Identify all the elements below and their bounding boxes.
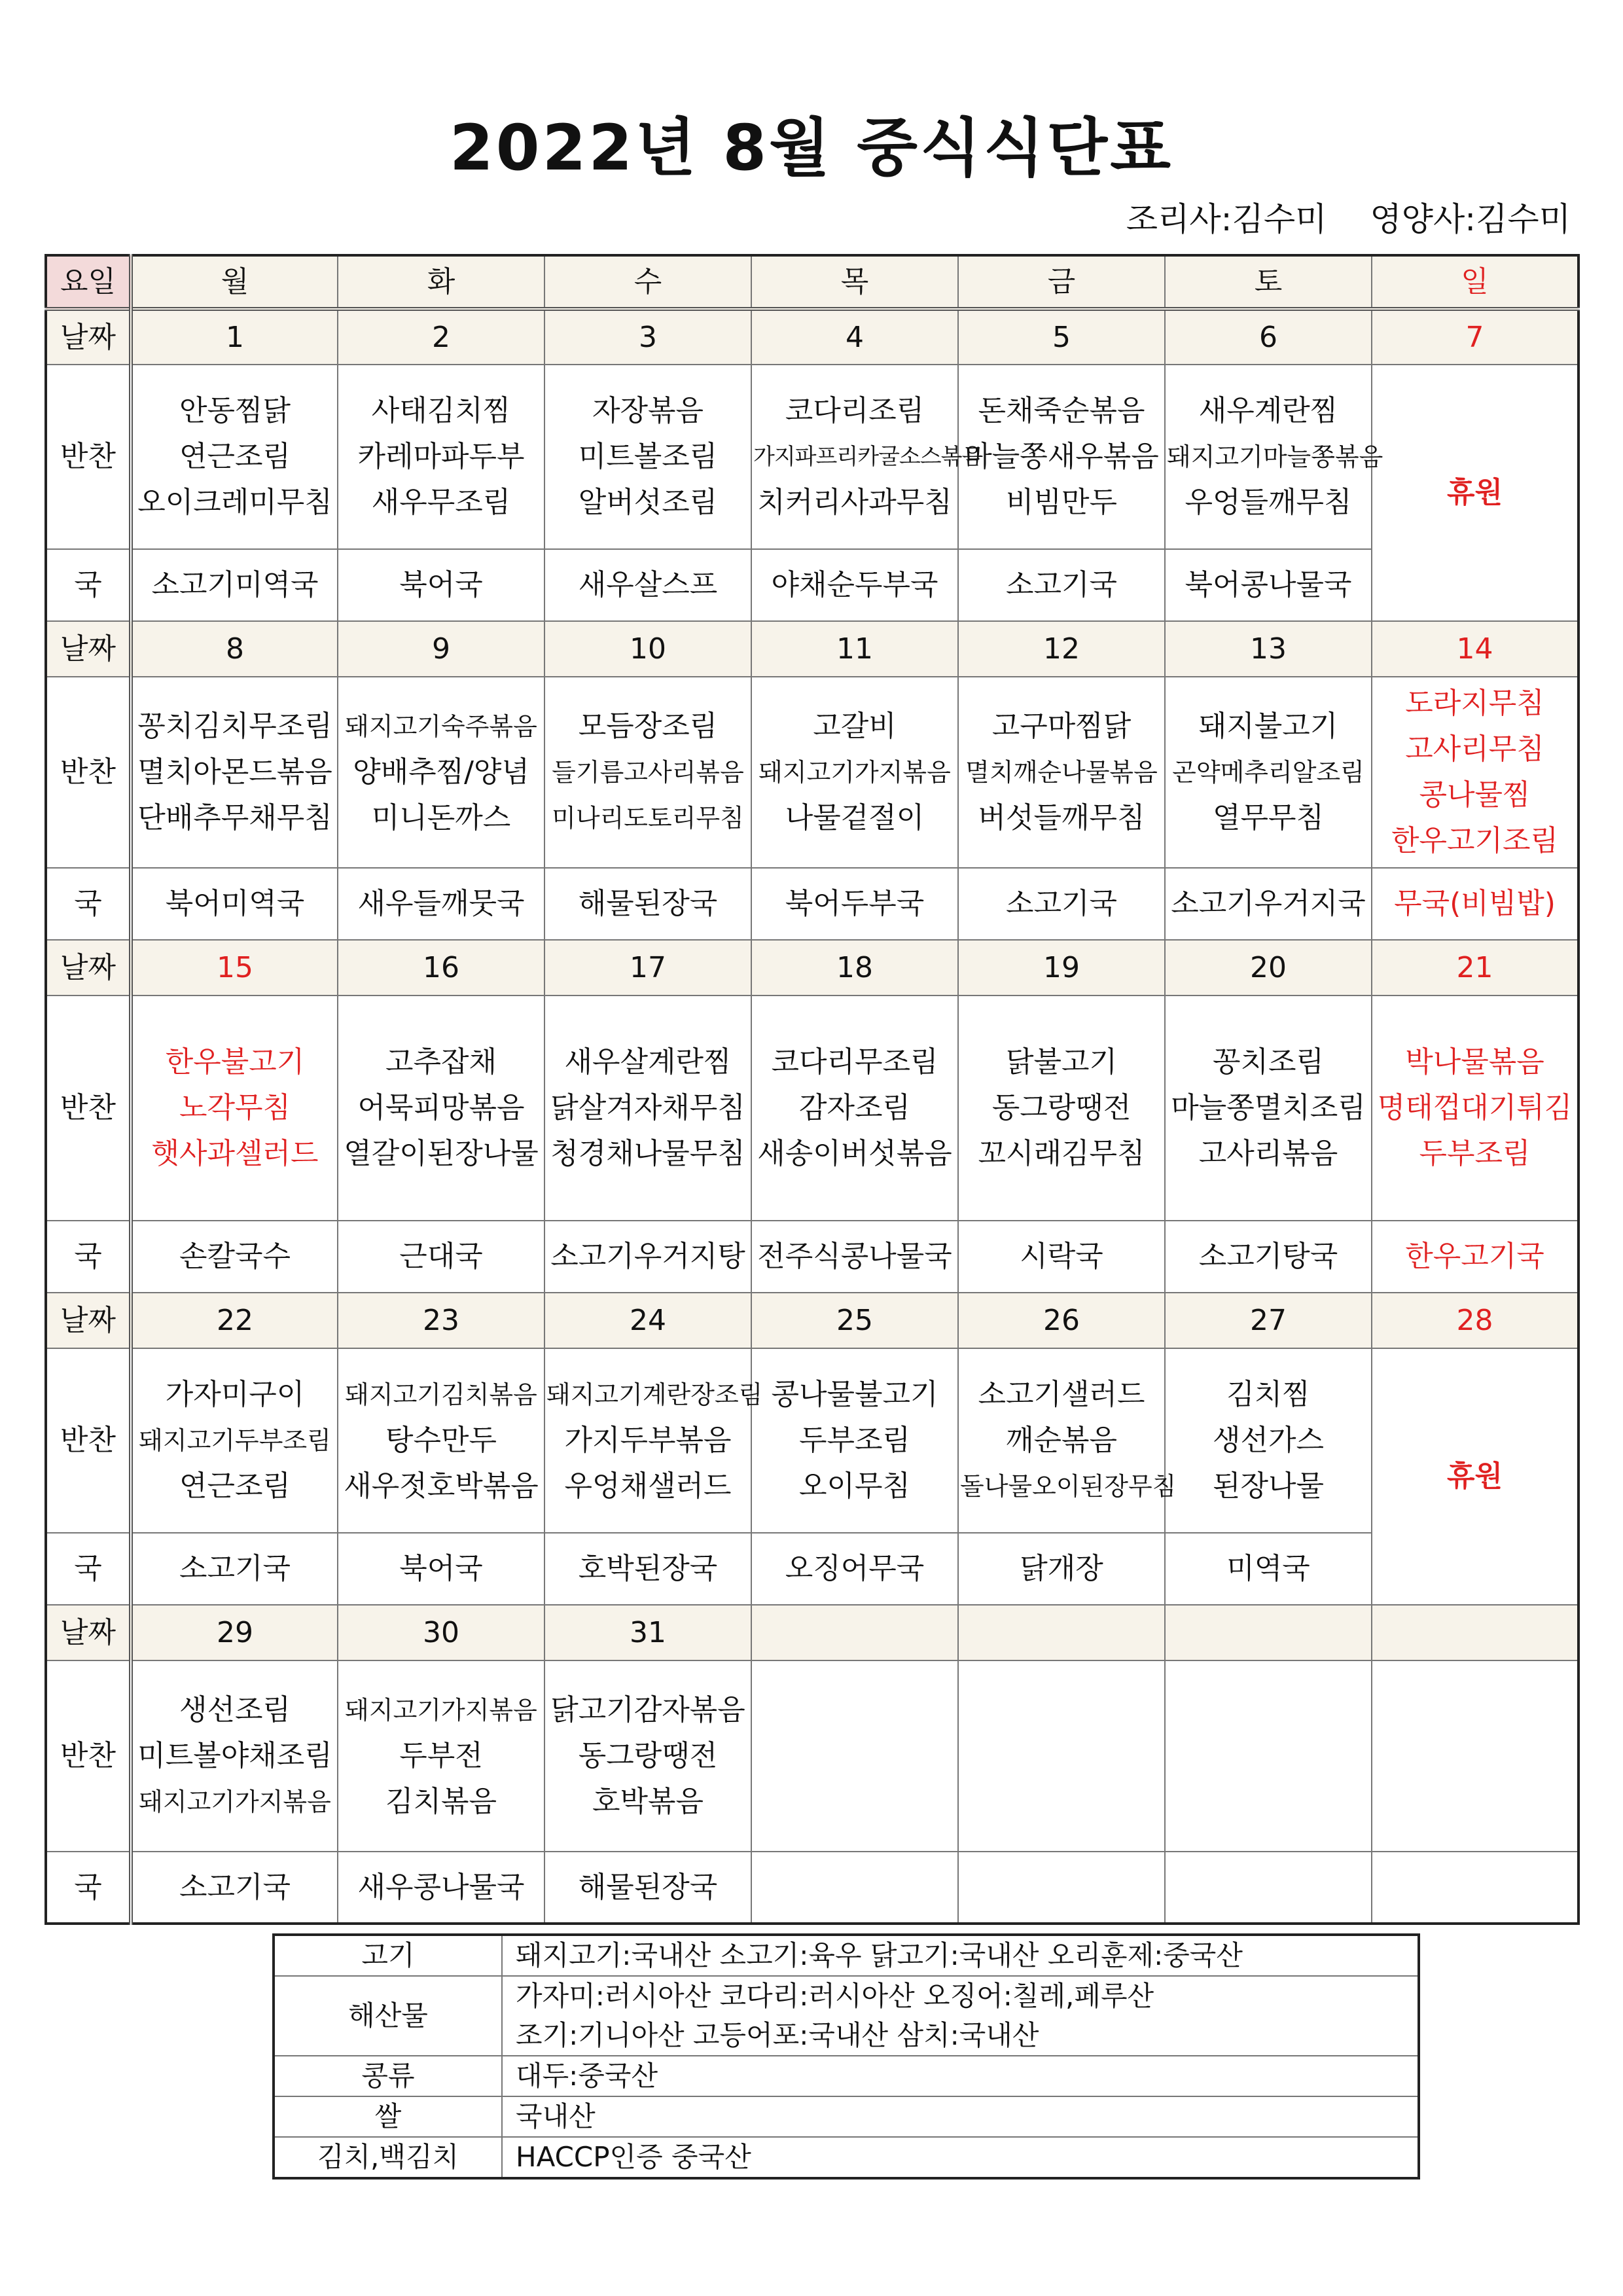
menu-item: 동그랑땡전	[578, 1739, 718, 1772]
menu-item: 단배추무채무침	[137, 801, 332, 834]
day-sun: 일	[1372, 255, 1578, 309]
date-cell	[1372, 1605, 1578, 1660]
menu-item: 닭고기감자볶음	[550, 1693, 745, 1727]
date-row-label: 날짜	[46, 309, 131, 365]
menu-item: 코다리조림	[785, 394, 925, 427]
soup-row-label: 국	[46, 549, 131, 621]
side-dish-cell	[544, 1348, 763, 1533]
soup-cell: 무국(비빔밥)	[1372, 868, 1578, 940]
menu-item: 돌나물오이된장무침	[960, 1472, 1177, 1501]
date-row-label: 날짜	[46, 1605, 131, 1660]
side-dish-cell	[1165, 677, 1372, 868]
origin-row	[274, 1976, 1419, 2056]
menu-item: 돼지고기가지볶음	[345, 1696, 537, 1725]
origin-line: 가자미:러시아산 코다리:러시아산 오징어:칠레,페루산	[516, 1980, 1154, 2012]
menu-item: 깨순볶음	[1005, 1424, 1117, 1457]
menu-item: 카레마파두부	[357, 440, 525, 473]
menu-item: 고사리볶음	[1198, 1137, 1338, 1170]
soup-cell: 북어콩나물국	[1165, 549, 1372, 621]
menu-item: 동그랑땡전	[991, 1091, 1132, 1124]
day-wed: 수	[544, 255, 751, 309]
soup-row	[46, 549, 1578, 621]
menu-item: 치커리사과무침	[757, 486, 952, 519]
side-dish-cell	[131, 996, 338, 1221]
soup-cell: 전주식콩나물국	[751, 1221, 958, 1293]
date-cell: 16	[338, 940, 544, 996]
menu-item: 가지파프리카굴소스볶음	[753, 444, 983, 470]
day-tue: 화	[338, 255, 544, 309]
soup-cell: 북어두부국	[751, 868, 958, 940]
menu-item: 고구마찜닭	[991, 709, 1132, 743]
date-cell: 18	[751, 940, 958, 996]
soup-cell: 소고기국	[958, 549, 1165, 621]
side-dish-cell	[544, 1660, 751, 1852]
origin-line: 조기:기니아산 고등어포:국내산 삼치:국내산	[516, 2019, 1039, 2051]
closed-notice: 휴원	[1372, 1348, 1578, 1605]
menu-item: 안동찜닭	[179, 394, 291, 427]
soup-cell: 북어미역국	[131, 868, 338, 940]
menu-item: 돼지불고기	[1198, 709, 1338, 743]
soup-cell: 미역국	[1165, 1533, 1372, 1605]
soup-cell	[751, 1852, 958, 1924]
menu-item: 고추잡채	[385, 1045, 497, 1079]
side-dish-row	[46, 996, 1578, 1221]
side-dish-cell	[544, 677, 751, 868]
date-row-label: 날짜	[46, 1293, 131, 1348]
date-cell: 22	[131, 1293, 338, 1348]
menu-item: 김치찜	[1226, 1378, 1310, 1411]
soup-cell: 소고기미역국	[131, 549, 338, 621]
menu-item: 돈채죽순볶음	[978, 394, 1145, 427]
date-cell: 23	[338, 1293, 544, 1348]
side-dish-row	[46, 677, 1578, 868]
soup-cell: 시락국	[958, 1221, 1165, 1293]
weekday-header-row	[46, 255, 1578, 309]
soup-row-label: 국	[46, 1221, 131, 1293]
menu-item: 햇사과셀러드	[151, 1137, 319, 1170]
menu-item: 연근조림	[179, 440, 291, 473]
origin-row	[274, 1935, 1419, 1976]
menu-item: 소고기샐러드	[978, 1378, 1145, 1411]
menu-item: 자장볶음	[592, 394, 704, 427]
soup-cell: 손칼국수	[131, 1221, 338, 1293]
side-dish-cell	[131, 677, 338, 868]
origin-row	[274, 2137, 1419, 2178]
origin-row	[274, 2096, 1419, 2137]
menu-item: 한우고기조림	[1391, 824, 1559, 857]
origin-line: 대두:중국산	[516, 2060, 658, 2092]
date-row	[46, 940, 1578, 996]
side-dish-cell	[958, 996, 1165, 1221]
side-dish-cell	[544, 365, 751, 549]
menu-item: 미나리도토리무침	[552, 804, 744, 833]
soup-cell: 해물된장국	[544, 1852, 751, 1924]
date-cell: 10	[544, 621, 751, 677]
weekday-label: 요일	[46, 255, 131, 309]
side-dish-cell	[958, 677, 1165, 868]
date-cell: 5	[958, 309, 1165, 365]
closed-notice: 휴원	[1372, 365, 1578, 621]
menu-item: 가자미구이	[165, 1378, 305, 1411]
soup-cell: 해물된장국	[544, 868, 751, 940]
side-dish-cell	[958, 1660, 1165, 1852]
date-cell: 17	[544, 940, 751, 996]
origin-category: 김치,백김치	[274, 2137, 502, 2178]
soup-cell: 소고기국	[958, 868, 1165, 940]
side-dish-cell	[751, 1348, 958, 1533]
side-dish-cell	[751, 365, 983, 549]
menu-item: 새우살계란찜	[564, 1045, 732, 1079]
soup-cell: 닭개장	[958, 1533, 1165, 1605]
day-fri: 금	[958, 255, 1165, 309]
date-cell: 25	[751, 1293, 958, 1348]
menu-item: 열무무침	[1212, 801, 1324, 834]
menu-item: 어묵피망볶음	[357, 1091, 525, 1124]
soup-row	[46, 1221, 1578, 1293]
menu-table	[45, 254, 1580, 1925]
menu-item: 노각무침	[179, 1091, 291, 1124]
side-dish-cell	[1165, 1348, 1372, 1533]
origin-detail	[502, 1976, 1419, 2056]
soup-cell: 새우콩나물국	[338, 1852, 544, 1924]
menu-item: 닭살겨자채무침	[550, 1091, 745, 1124]
date-row-label: 날짜	[46, 621, 131, 677]
side-dish-row	[46, 1660, 1578, 1852]
menu-item: 돼지고기김치볶음	[345, 1380, 537, 1409]
date-cell: 26	[958, 1293, 1165, 1348]
nutritionist-name: 영양사:김수미	[1370, 200, 1571, 238]
soup-cell: 오징어무국	[751, 1533, 958, 1605]
soup-cell: 호박된장국	[544, 1533, 751, 1605]
date-cell: 24	[544, 1293, 751, 1348]
side-dish-cell	[544, 996, 751, 1221]
date-cell	[751, 1605, 958, 1660]
menu-item: 새우계란찜	[1198, 394, 1338, 427]
side-dish-row-label: 반찬	[46, 1660, 131, 1852]
day-sat: 토	[1165, 255, 1372, 309]
menu-item: 미트볼조림	[578, 440, 718, 473]
menu-item: 두부조림	[798, 1424, 910, 1457]
soup-cell: 야채순두부국	[751, 549, 958, 621]
date-cell: 31	[544, 1605, 751, 1660]
date-cell: 20	[1165, 940, 1372, 996]
date-cell: 6	[1165, 309, 1372, 365]
menu-item: 고사리무침	[1405, 732, 1544, 766]
menu-item: 한우불고기	[165, 1045, 305, 1079]
soup-cell	[1165, 1852, 1372, 1924]
side-dish-cell	[338, 996, 544, 1221]
date-cell: 19	[958, 940, 1165, 996]
menu-item: 돼지고기숙주볶음	[345, 712, 537, 741]
date-cell: 9	[338, 621, 544, 677]
date-cell: 12	[958, 621, 1165, 677]
menu-item: 꽁치조림	[1212, 1045, 1324, 1079]
soup-row	[46, 1852, 1578, 1924]
soup-cell: 근대국	[338, 1221, 544, 1293]
menu-item: 청경채나물무침	[550, 1137, 745, 1170]
menu-item: 된장나물	[1212, 1469, 1324, 1503]
side-dish-cell	[1372, 677, 1578, 868]
menu-item: 사태김치찜	[371, 394, 511, 427]
menu-item: 새우젓호박볶음	[344, 1469, 539, 1503]
side-dish-cell	[751, 1660, 958, 1852]
menu-item: 들기름고사리볶음	[552, 758, 744, 787]
menu-item: 가지두부볶음	[564, 1424, 732, 1457]
date-cell: 2	[338, 309, 544, 365]
side-dish-cell	[338, 365, 544, 549]
side-dish-cell	[338, 1660, 544, 1852]
date-cell: 11	[751, 621, 958, 677]
date-row-label: 날짜	[46, 940, 131, 996]
menu-item: 닭불고기	[1005, 1045, 1117, 1079]
date-cell: 28	[1372, 1293, 1578, 1348]
menu-item: 호박볶음	[592, 1785, 704, 1818]
menu-item: 콩나물찜	[1419, 778, 1531, 812]
menu-item: 우엉들깨무침	[1185, 486, 1352, 519]
menu-item: 새송이버섯볶음	[757, 1137, 952, 1170]
staff-info	[1094, 193, 1571, 240]
side-dish-cell	[751, 996, 958, 1221]
soup-cell: 새우살스프	[544, 549, 751, 621]
origin-detail	[502, 2096, 1419, 2137]
menu-item: 두부전	[399, 1739, 483, 1772]
menu-item: 고갈비	[813, 709, 897, 743]
menu-item: 꼬시래김무침	[978, 1137, 1145, 1170]
side-dish-row-label: 반찬	[46, 365, 131, 549]
menu-item: 연근조림	[179, 1469, 291, 1503]
side-dish-row-label: 반찬	[46, 677, 131, 868]
menu-item: 코다리무조림	[771, 1045, 938, 1079]
date-row	[46, 1605, 1578, 1660]
side-dish-cell	[338, 1348, 544, 1533]
date-cell: 1	[131, 309, 338, 365]
origin-line: HACCP인증 중국산	[516, 2141, 751, 2173]
soup-cell: 소고기우거지국	[1165, 868, 1372, 940]
date-row	[46, 309, 1578, 365]
menu-item: 새우무조림	[371, 486, 511, 519]
side-dish-cell	[338, 677, 544, 868]
page-title: 2022년 8월 중식식단표	[450, 111, 1173, 185]
menu-item: 탕수만두	[385, 1424, 497, 1457]
side-dish-row-label: 반찬	[46, 1348, 131, 1533]
date-cell: 29	[131, 1605, 338, 1660]
origin-category: 쌀	[274, 2096, 502, 2137]
origin-category: 고기	[274, 1935, 502, 1976]
soup-row	[46, 868, 1578, 940]
menu-item: 멸치깨순나물볶음	[965, 758, 1158, 787]
date-row	[46, 1293, 1578, 1348]
side-dish-cell	[751, 677, 958, 868]
date-row	[46, 621, 1578, 677]
menu-item: 명태껍대기튀김	[1377, 1091, 1573, 1124]
menu-item: 모듬장조림	[578, 709, 718, 743]
side-dish-cell	[1165, 1660, 1372, 1852]
origin-category: 해산물	[274, 1976, 502, 2056]
menu-item: 돼지고기가지볶음	[758, 758, 951, 787]
date-cell: 7	[1372, 309, 1578, 365]
origin-category: 콩류	[274, 2056, 502, 2096]
menu-item: 콩나물불고기	[771, 1378, 938, 1411]
menu-item: 열갈이된장나물	[344, 1137, 539, 1170]
date-cell	[958, 1605, 1165, 1660]
menu-item: 미니돈까스	[371, 801, 511, 834]
soup-cell: 한우고기국	[1372, 1221, 1578, 1293]
side-dish-cell	[1372, 996, 1578, 1221]
soup-cell: 북어국	[338, 549, 544, 621]
soup-row-label: 국	[46, 1852, 131, 1924]
menu-item: 버섯들깨무침	[978, 801, 1145, 834]
side-dish-cell	[131, 1660, 338, 1852]
side-dish-row	[46, 1348, 1578, 1533]
date-cell	[1165, 1605, 1372, 1660]
menu-item: 생선조림	[179, 1693, 291, 1727]
soup-cell: 소고기국	[131, 1533, 338, 1605]
soup-cell: 소고기탕국	[1165, 1221, 1372, 1293]
origin-table	[272, 1933, 1420, 2179]
date-cell: 21	[1372, 940, 1578, 996]
soup-row-label: 국	[46, 1533, 131, 1605]
menu-item: 비빔만두	[1005, 486, 1117, 519]
menu-item: 오이무침	[798, 1469, 910, 1503]
menu-item: 곤약메추리알조림	[1172, 758, 1364, 787]
menu-item: 우엉채샐러드	[564, 1469, 732, 1503]
menu-item: 멸치아몬드볶음	[137, 755, 332, 789]
date-cell: 30	[338, 1605, 544, 1660]
menu-item: 김치볶음	[385, 1785, 497, 1818]
origin-detail	[502, 2137, 1419, 2178]
side-dish-cell	[1165, 996, 1372, 1221]
soup-cell	[958, 1852, 1165, 1924]
side-dish-row-label: 반찬	[46, 996, 131, 1221]
side-dish-cell	[1165, 365, 1383, 549]
soup-row-label: 국	[46, 868, 131, 940]
menu-item: 돼지고기두부조림	[139, 1426, 331, 1455]
side-dish-cell	[958, 365, 1165, 549]
soup-cell: 북어국	[338, 1533, 544, 1605]
menu-item: 마늘쫑멸치조림	[1171, 1091, 1366, 1124]
origin-row	[274, 2056, 1419, 2096]
date-cell: 15	[131, 940, 338, 996]
menu-item: 감자조림	[798, 1091, 910, 1124]
origin-line: 돼지고기:국내산 소고기:육우 닭고기:국내산 오리훈제:중국산	[516, 1939, 1243, 1971]
day-mon: 월	[131, 255, 338, 309]
menu-item: 미트볼야채조림	[137, 1739, 332, 1772]
menu-item: 돼지고기가지볶음	[139, 1787, 331, 1816]
menu-item: 나물겉절이	[785, 801, 925, 834]
side-dish-cell	[131, 365, 338, 549]
side-dish-cell	[958, 1348, 1177, 1533]
menu-item: 돼지고기계란장조림	[546, 1380, 763, 1409]
menu-item: 알버섯조림	[578, 486, 718, 519]
date-cell: 13	[1165, 621, 1372, 677]
menu-item: 오이크레미무침	[137, 486, 332, 519]
menu-item: 박나물볶음	[1405, 1045, 1544, 1079]
date-cell: 3	[544, 309, 751, 365]
soup-cell: 새우들깨뭇국	[338, 868, 544, 940]
date-cell: 4	[751, 309, 958, 365]
menu-item: 양배추찜/양념	[353, 755, 529, 789]
date-cell: 8	[131, 621, 338, 677]
origin-line: 국내산	[516, 2100, 596, 2132]
side-dish-cell	[131, 1348, 338, 1533]
cook-name: 조리사:김수미	[1126, 200, 1327, 238]
side-dish-row	[46, 365, 1578, 549]
date-cell: 14	[1372, 621, 1578, 677]
menu-item: 두부조림	[1419, 1137, 1531, 1170]
menu-item: 돼지고기마늘쫑볶음	[1167, 442, 1383, 471]
menu-item: 도라지무침	[1405, 687, 1544, 720]
origin-detail	[502, 2056, 1419, 2096]
menu-item: 꽁치김치무조림	[137, 709, 332, 743]
menu-item: 마늘쫑새우볶음	[964, 440, 1159, 473]
soup-cell: 소고기우거지탕	[544, 1221, 751, 1293]
origin-detail	[502, 1935, 1419, 1976]
day-thu: 목	[751, 255, 958, 309]
date-cell: 27	[1165, 1293, 1372, 1348]
menu-item: 생선가스	[1212, 1424, 1324, 1457]
side-dish-cell	[1372, 1660, 1578, 1852]
soup-cell	[1372, 1852, 1578, 1924]
soup-cell: 소고기국	[131, 1852, 338, 1924]
soup-row	[46, 1533, 1578, 1605]
